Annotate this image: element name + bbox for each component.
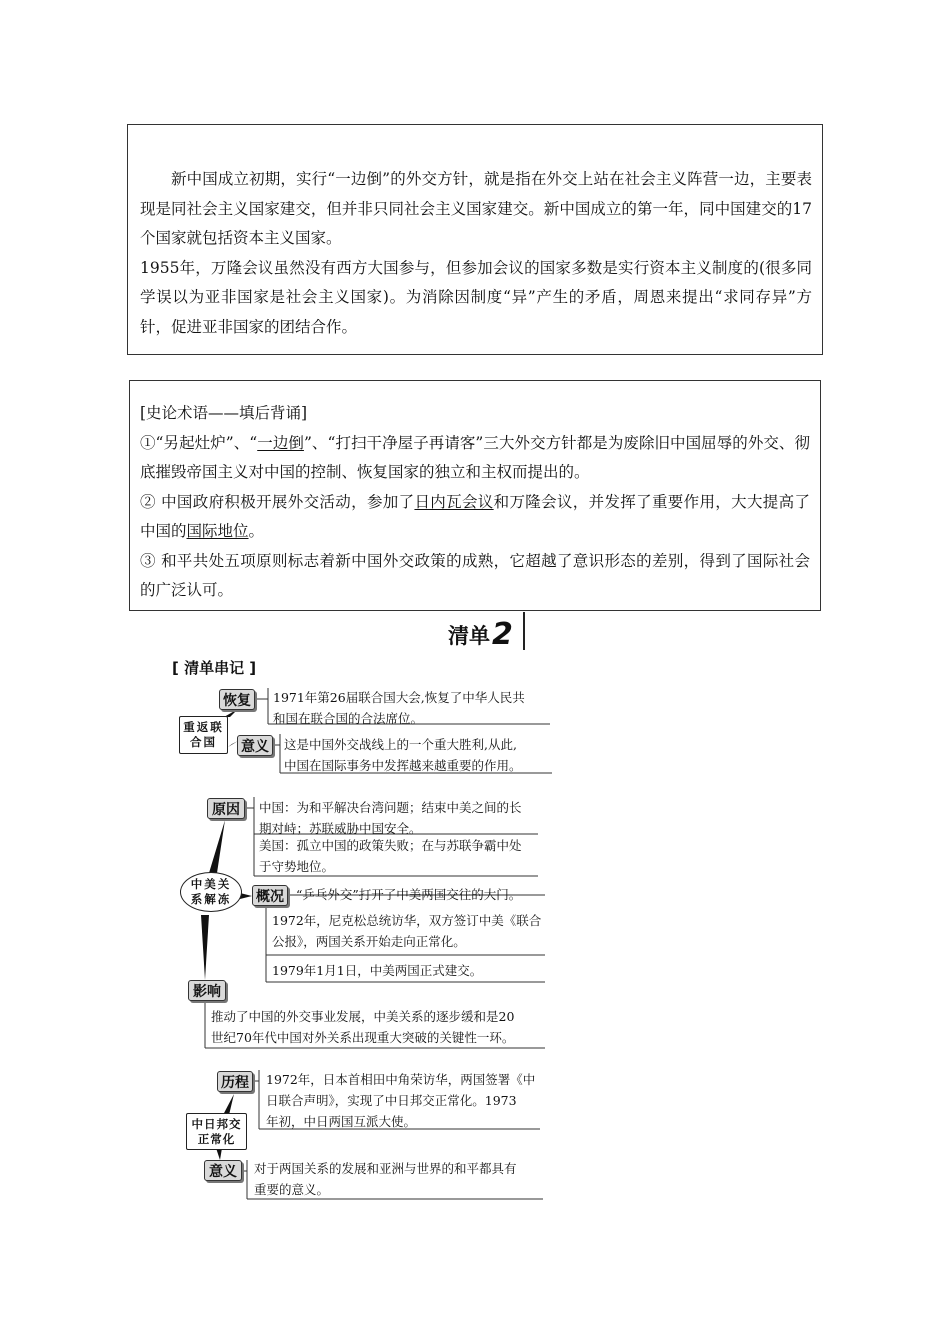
terms-title: [史论术语——填后背诵] <box>140 404 308 422</box>
text-significance-un: 这是中国外交战线上的一个重大胜利,从此, 中国在国际事务中发挥越来越重要的作用。 <box>284 737 522 773</box>
paragraph-bandung: 1955年，万隆会议虽然没有西方大国参与，但参加会议的国家多数是实行资本主义制度的(很多同学误以为亚非国家是社会主义国家)。为消除因制度“异”产生的矛盾，周恩来提出“求同存异”方针，促进亚非国家的团结合作。 <box>140 258 812 336</box>
node-restore: 恢复 <box>219 689 255 710</box>
list-heading-label: 清单 <box>448 624 490 648</box>
node-overview: 概况 <box>252 885 288 906</box>
text-impact: 推动了中国的外交事业发展，中美关系的逐步缓和是20 世纪70年代中国对外关系出现重大突破的关键性一环。 <box>211 1009 515 1045</box>
text-process: 1972年，日本首相田中角荣访华，两国签署《中 日联合声明》，实现了中日邦交正常化。1973 年初，中日两国互派大使。 <box>266 1072 536 1129</box>
terms-item-2: ② 中国政府积极开展外交活动，参加了日内瓦会议和万隆会议，并发挥了重要作用，大大提高了中国的国际地位。 <box>140 492 810 540</box>
node-significance-japan: 意义 <box>204 1160 242 1181</box>
text-diplomatic-ties: 1979年1月1日，中美两国正式建交。 <box>272 963 483 978</box>
node-reason: 原因 <box>207 798 245 819</box>
hub-sino-us-thaw: 中美关 系解冻 <box>180 872 242 912</box>
text-pingpong: “乒乓外交”打开了中美两国交往的大门。 <box>296 887 522 902</box>
text-restore: 1971年第26届联合国大会,恢复了中华人民共 和国在联合国的合法席位。 <box>273 690 525 726</box>
node-impact: 影响 <box>188 980 226 1001</box>
paragraph-one-side: 新中国成立初期，实行“一边倒”的外交方针，就是指在外交上站在社会主义阵营一边，主要表现是同社会主义国家建交，但并非只同社会主义国家建交。新中国成立的第一年，同中国建交的17个国家就包括资本主义国家。 <box>140 170 812 247</box>
node-significance-un: 意义 <box>237 735 273 756</box>
text-reason-china: 中国：为和平解决台湾问题；结束中美之间的长 期对峙；苏联威胁中国安全。 <box>259 800 522 836</box>
terms-item-1: ①“另起灶炉”、“一边倒”、“打扫干净屋子再请客”三大外交方针都是为废除旧中国屈辱的外交、彻底摧毁帝国主义对中国的控制、恢复国家的独立和主权而提出的。 <box>140 433 810 481</box>
section-tag: [ 清单串记 ] <box>172 659 257 677</box>
terms-item-3: ③ 和平共处五项原则标志着新中国外交政策的成熟，它超越了意识形态的差别，得到了国际社会的广泛认可。 <box>140 551 810 599</box>
text-reason-usa: 美国：孤立中国的政策失败；在与苏联争霸中处 于守势地位。 <box>259 838 522 874</box>
hub-return-un: 重返联 合国 <box>179 716 228 754</box>
list-heading-number: 2 <box>492 617 513 652</box>
blank-answer: 日内瓦会议 <box>414 492 494 511</box>
text-nixon-visit: 1972年，尼克松总统访华，双方签订中美《联合 公报》，两国关系开始走向正常化。 <box>272 913 542 949</box>
blank-answer: 一边倒 <box>257 433 304 452</box>
hub-sino-japan: 中日邦交 正常化 <box>186 1113 247 1150</box>
text-significance-japan: 对于两国关系的发展和亚洲与世界的和平都具有 重要的意义。 <box>254 1161 517 1197</box>
node-process: 历程 <box>217 1071 253 1092</box>
blank-answer: 国际地位 <box>186 522 249 540</box>
